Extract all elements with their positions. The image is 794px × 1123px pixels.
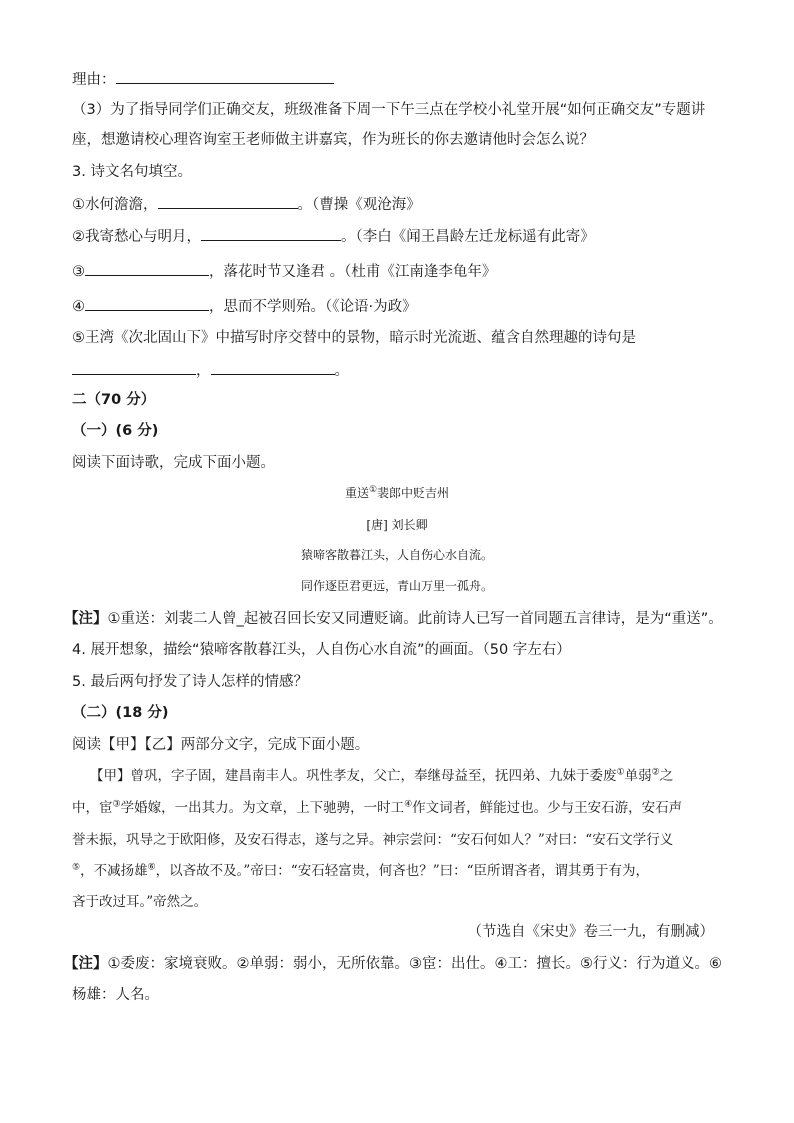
jia-text-line4: [72, 861, 649, 881]
poem-note-text: ①重送：刘裴二人曾_起被召回长安又同遭贬谪。此前诗人已写一首同题五言律诗，是为“重送”。: [107, 611, 723, 627]
section-2-instruction: 阅读【甲】【乙】两部分文字，完成下面小题。: [72, 737, 370, 753]
question-5: 5. 最后两句抒发了诗人怎样的情感？: [72, 674, 308, 690]
jia-line1-c: 之: [659, 768, 674, 784]
poem-title-note-mark: ①: [368, 485, 378, 495]
fill-5-comma: ，: [196, 363, 211, 379]
poem-note: [64, 609, 723, 629]
fill-2-blank[interactable]: [201, 225, 341, 241]
jia-note-mark-4: ④: [404, 799, 413, 810]
poem-line-1: 猿啼客散暮江头，人自伤心水自流。: [300, 548, 493, 562]
fill-item-4: [72, 295, 417, 317]
question-4: 4. 展开想象，描绘“猿啼客散暮江头，人自伤心水自流”的画面。（50 字左右）: [72, 642, 571, 658]
section-1-heading: （一）(6 分): [72, 423, 159, 439]
jia-line2-a: 中，宦: [72, 800, 113, 816]
jia-note-line2: 杨雄：人名。: [72, 987, 159, 1003]
jia-note-mark-1: ①: [616, 767, 625, 778]
poem-line-2: 同作逐臣君更远，青山万里一孤舟。: [300, 579, 493, 593]
reason-line: [72, 68, 334, 90]
fill-4-prefix: ④: [72, 299, 85, 315]
poem-author: [唐] 刘长卿: [366, 518, 428, 532]
fill-2-prefix: ②我寄愁心与明月，: [72, 229, 201, 245]
q3-text-line1: （3）为了指导同学们正确交友，班级准备下周一下午三点在学校小礼堂开展“如何正确交友”专题讲: [72, 102, 706, 118]
jia-line1-a: 【甲】曾巩，字子固，建昌南丰人。巩性孝友，父亡，奉继母益至，抚四弟、九妹于委废: [90, 768, 617, 784]
jia-note-label: 【注】: [64, 956, 108, 972]
jia-note-mark-5: ⑤: [72, 862, 81, 873]
fill-item-1: [72, 193, 421, 215]
fill-item-5-line2: [72, 359, 349, 381]
fill-3-prefix: ③: [72, 264, 85, 280]
poem-note-label: 【注】: [64, 611, 108, 627]
jia-line2-b: 学婚嫁，一出其力。为文章，上下驰骋，一时工: [120, 800, 405, 816]
jia-line4-a: ，不减扬雄: [80, 863, 148, 879]
jia-text-line1: [90, 766, 673, 786]
fill-5-period: 。: [334, 363, 349, 379]
jia-text-line3: 誉未振，巩导之于欧阳修，及安石得志，遂与之异。神宗尝问：“安石何如人？”对曰：“安石文学行义: [72, 832, 674, 848]
jia-note-mark-2: ②: [651, 767, 660, 778]
source-citation: （节选自《宋史》卷三一九，有删减）: [467, 924, 714, 940]
section-1-instruction: 阅读下面诗歌，完成下面小题。: [72, 455, 275, 471]
jia-note-line1: [64, 954, 722, 974]
jia-text-line5: 吝于改过耳。”帝然之。: [72, 894, 208, 910]
fill-1-prefix: ①水何澹澹，: [72, 197, 158, 213]
jia-note-mark-3: ③: [112, 799, 121, 810]
section-2-heading: （二）(18 分): [72, 705, 169, 721]
fill-item-3: [72, 260, 496, 282]
reason-label: 理由：: [72, 72, 116, 88]
jia-line1-b: 单弱: [624, 768, 652, 784]
jia-text-line2: [72, 798, 682, 818]
fill-5-blank-a[interactable]: [72, 359, 196, 375]
fill-3-suffix: ，落花时节又逢君 。（杜甫《江南逢李龟年》: [209, 264, 497, 280]
part-2-heading: 二（70 分）: [72, 392, 156, 408]
jia-line2-c: 作文词者，鲜能过也。少与王安石游，安石声: [412, 800, 683, 816]
fill-2-suffix: 。（李白《闻王昌龄左迁龙标遥有此寄》: [341, 229, 595, 245]
poem-title: [0, 484, 794, 502]
fill-4-suffix: ，思而不学则殆。（《论语·为政》: [209, 299, 417, 315]
fill-5-blank-b[interactable]: [211, 359, 335, 375]
fill-item-5-line1: ⑤王湾《次北固山下》中描写时序交替中的景物，暗示时光流逝、蕴含自然理趣的诗句是: [72, 330, 636, 346]
poem-title-part-a: 重送: [344, 486, 369, 500]
fill-3-blank[interactable]: [85, 260, 209, 276]
q3-text-line2: 座，想邀请校心理咨询室王老师做主讲嘉宾，作为班长的你去邀请他时会怎么说？: [72, 132, 594, 148]
fill-1-blank[interactable]: [158, 193, 298, 209]
poem-title-part-b: 裴郎中贬吉州: [377, 486, 450, 500]
jia-line4-b: ，以吝故不及。”帝曰：“安石轻富贵，何吝也？”曰：“臣所谓吝者，谓其勇于有为，: [155, 863, 650, 879]
fill-1-suffix: 。（曹操《观沧海》: [297, 197, 421, 213]
fill-4-blank[interactable]: [85, 295, 209, 311]
question-3-title: 3. 诗文名句填空。: [72, 164, 192, 180]
jia-note-mark-6: ⑥: [147, 862, 156, 873]
jia-note-text: ①委废：家境衰败。②单弱：弱小，无所依靠。③宦：出仕。④工：擅长。⑤行义：行为道义。⑥: [107, 956, 722, 972]
reason-blank[interactable]: [116, 68, 334, 84]
fill-item-2: [72, 225, 595, 247]
